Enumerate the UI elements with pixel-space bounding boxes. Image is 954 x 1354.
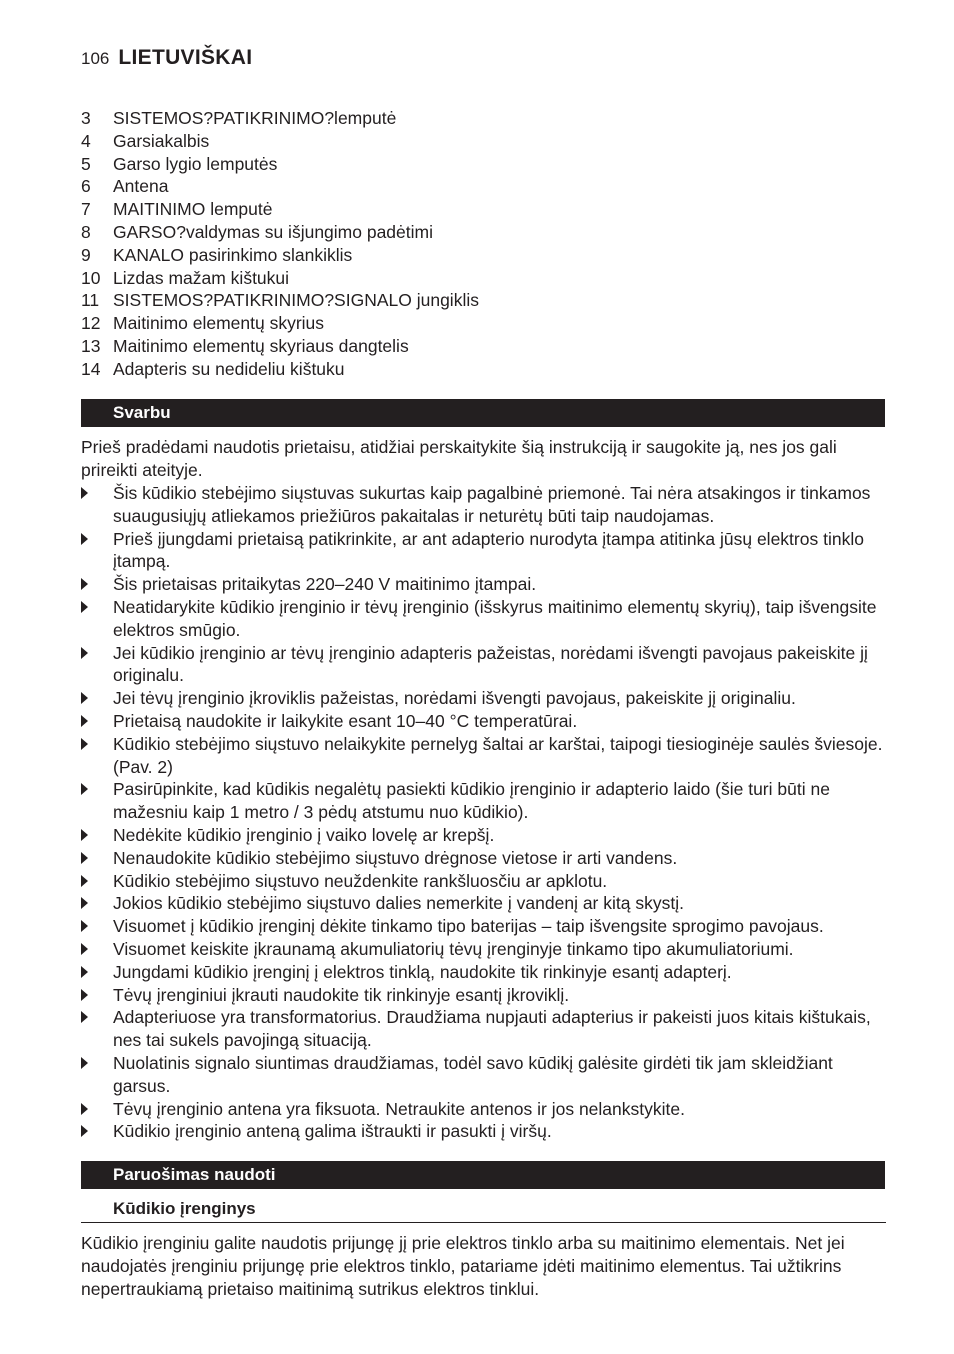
component-item [81, 289, 886, 312]
safety-bullet [81, 984, 887, 1007]
component-label: MAITINIMO lemputė [113, 199, 273, 220]
safety-bullet [81, 710, 887, 733]
safety-bullet [81, 870, 887, 893]
safety-bullet [81, 961, 887, 984]
bullet-arrow-icon [81, 783, 88, 795]
component-number: 11 [81, 290, 100, 311]
safety-bullet-text: Neatidarykite kūdikio įrenginio ir tėvų įrenginio (išskyrus maitinimo elementų skyrių), taip išvengsite elektros smūgio. [113, 596, 877, 640]
language-title: LIETUVIŠKAI [118, 46, 253, 69]
safety-bullet-text: Tėvų įrenginiui įkrauti naudokite tik rinkinyje esantį įkroviklį. [113, 984, 570, 1005]
safety-bullet-text: Prietaisą naudokite ir laikykite esant 10–40 °C temperatūrai. [113, 710, 578, 731]
page-header [81, 46, 252, 76]
bullet-arrow-icon [81, 738, 88, 750]
bullet-arrow-icon [81, 966, 88, 978]
bullet-arrow-icon [81, 875, 88, 887]
safety-bullet-text: Pasirūpinkite, kad kūdikis negalėtų pasiekti kūdikio įrenginio ir adapterio laido (šie turi būti ne mažesniu kaip 1 metro / 3 pėdų atstumu nuo kūdikio). [113, 779, 830, 823]
safety-bullet-text: Kūdikio stebėjimo siųstuvo nelaikykite pernelyg šaltai ar karštai, taipogi tiesioginėje saulės šviesoje. (Pav. 2) [113, 733, 883, 777]
bullet-arrow-icon [81, 1103, 88, 1115]
safety-bullet-text: Jokios kūdikio stebėjimo siųstuvo dalies nemerkite į vandenį ar kitą skystį. [113, 893, 684, 914]
safety-bullet [81, 915, 887, 938]
component-label: Garsiakalbis [113, 130, 210, 151]
safety-bullet-text: Prieš įjungdami prietaisą patikrinkite, ar ant adapterio nurodyta įtampa atitinka jūsų elektros tinklo įtampą. [113, 528, 864, 572]
component-number: 8 [81, 221, 91, 242]
safety-bullet-text: Nenaudokite kūdikio stebėjimo siųstuvo drėgnose vietose ir arti vandens. [113, 847, 678, 868]
safety-bullet-text: Visuomet į kūdikio įrenginį dėkite tinkamo tipo baterijas – taip išvengsite sprogimo pavojaus. [113, 916, 824, 937]
safety-bullet-text: Jei kūdikio įrenginio ar tėvų įrenginio adapteris pažeistas, norėdami išvengti pavojaus pakeiskite jį originalu. [113, 642, 868, 686]
safety-bullet-text: Nuolatinis signalo siuntimas draudžiamas, todėl savo kūdikį galėsite girdėti tik jam skleidžiant garsus. [113, 1052, 833, 1096]
safety-bullet-text: Šis kūdikio stebėjimo siųstuvas sukurtas kaip pagalbinė priemonė. Tai nėra atsakingos ir tinkamos suaugusiųjų atliekamos priežiūros pakaitalas ir neturėtų būti taip naudojamas. [113, 483, 871, 526]
component-label: Maitinimo elementų skyriaus dangtelis [113, 335, 409, 356]
component-item [81, 358, 886, 381]
component-label: Maitinimo elementų skyrius [113, 313, 325, 334]
bullet-arrow-icon [81, 715, 88, 727]
bullet-arrow-icon [81, 852, 88, 864]
component-label: GARSO?valdymas su išjungimo padėtimi [113, 221, 433, 242]
component-item [81, 198, 886, 221]
component-number: 12 [81, 313, 101, 334]
safety-bullet [81, 528, 887, 574]
baby-unit-text: Kūdikio įrenginiu galite naudotis prijungę jį prie elektros tinklo arba su maitinimo elementais. Net jei naudojatės įrenginiu prijungę prie elektros tinklo, patariame įdėti maitinimo elementus. Tai užtikrins nepertraukiamą prietaiso maitinimą sutrikus elektros tinklui. [81, 1233, 845, 1299]
safety-bullet [81, 847, 887, 870]
component-number: 10 [81, 267, 101, 288]
bullet-arrow-icon [81, 533, 88, 545]
component-label: Lizdas mažam kištukui [113, 267, 290, 288]
safety-bullet [81, 1052, 887, 1098]
section-heading-important: Svarbu [81, 399, 885, 427]
component-label: Antena [113, 176, 169, 197]
safety-bullet-text: Nedėkite kūdikio įrenginio į vaiko lovelę ar krepšį. [113, 824, 495, 845]
component-label: SISTEMOS?PATIKRINIMO?lemputė [113, 108, 397, 128]
safety-bullet-text: Adapteriuose yra transformatorius. Draudžiama nupjauti adapterius ir pakeisti juos kitais kištukais, nes tai sukels pavojingą situaciją. [113, 1007, 871, 1051]
component-number: 14 [81, 358, 101, 379]
component-number: 5 [81, 153, 91, 174]
safety-bullet [81, 892, 887, 915]
component-number: 7 [81, 199, 91, 220]
safety-bullet-text: Jungdami kūdikio įrenginį į elektros tinklą, naudokite tik rinkinyje esantį adapterį. [113, 961, 732, 982]
bullet-arrow-icon [81, 1011, 88, 1023]
bullet-arrow-icon [81, 1057, 88, 1069]
bullet-arrow-icon [81, 943, 88, 955]
important-intro: Prieš pradėdami naudotis prietaisu, atidžiai perskaitykite šią instrukciją ir saugokite ją, nes jos gali prireikti ateityje. [81, 437, 837, 480]
safety-bullet [81, 687, 887, 710]
component-label: Garso lygio lemputės [113, 153, 278, 174]
bullet-arrow-icon [81, 487, 88, 499]
component-number: 3 [81, 108, 91, 128]
component-list [81, 107, 886, 381]
component-item [81, 107, 886, 130]
component-item [81, 130, 886, 153]
bullet-arrow-icon [81, 578, 88, 590]
safety-bullet [81, 573, 887, 596]
component-label: KANALO pasirinkimo slankiklis [113, 244, 353, 265]
safety-bullet [81, 733, 887, 779]
safety-bullet-text: Kūdikio įrenginio anteną galima ištraukti ir pasukti į viršų. [113, 1121, 552, 1142]
component-number: 4 [81, 130, 91, 151]
safety-bullet [81, 1006, 887, 1052]
component-item [81, 244, 886, 267]
component-number: 6 [81, 176, 91, 197]
safety-bullet [81, 642, 887, 688]
component-label: Adapteris su nedideliu kištuku [113, 358, 345, 379]
safety-bullet [81, 482, 887, 528]
page-number: 106 [81, 49, 110, 68]
safety-bullet [81, 596, 887, 642]
safety-bullet [81, 1098, 887, 1121]
component-item [81, 221, 886, 244]
safety-bullet-text: Šis prietaisas pritaikytas 220–240 V maitinimo įtampai. [113, 574, 537, 595]
safety-bullet [81, 778, 887, 824]
safety-bullet-text: Visuomet keiskite įkraunamą akumuliatorių tėvų įrenginyje tinkamo tipo akumuliatoriumi. [113, 938, 794, 959]
bullet-arrow-icon [81, 647, 88, 659]
component-item [81, 153, 886, 176]
safety-bullet [81, 1120, 887, 1143]
bullet-arrow-icon [81, 897, 88, 909]
bullet-arrow-icon [81, 989, 88, 1001]
component-item [81, 175, 886, 198]
safety-bullet [81, 824, 887, 847]
safety-bullet-list [81, 482, 887, 1143]
component-item [81, 267, 886, 290]
bullet-arrow-icon [81, 920, 88, 932]
safety-bullet-text: Tėvų įrenginio antena yra fiksuota. Netraukite antenos ir jos nelankstykite. [113, 1098, 685, 1119]
section-heading-preparation: Paruošimas naudoti [81, 1161, 885, 1189]
bullet-arrow-icon [81, 829, 88, 841]
safety-bullet-text: Jei tėvų įrenginio įkroviklis pažeistas, norėdami išvengti pavojaus, pakeiskite jį originaliu. [113, 688, 796, 709]
component-label: SISTEMOS?PATIKRINIMO?SIGNALO jungiklis [113, 290, 479, 311]
component-number: 9 [81, 244, 91, 265]
bullet-arrow-icon [81, 1125, 88, 1137]
bullet-arrow-icon [81, 692, 88, 704]
bullet-arrow-icon [81, 601, 88, 613]
component-item [81, 312, 886, 335]
safety-bullet-text: Kūdikio stebėjimo siųstuvo neuždenkite rankšluosčiu ar apklotu. [113, 870, 608, 891]
safety-bullet [81, 938, 887, 961]
component-item [81, 335, 886, 358]
component-number: 13 [81, 335, 101, 356]
subheading-baby-unit: Kūdikio įrenginys [81, 1197, 886, 1223]
